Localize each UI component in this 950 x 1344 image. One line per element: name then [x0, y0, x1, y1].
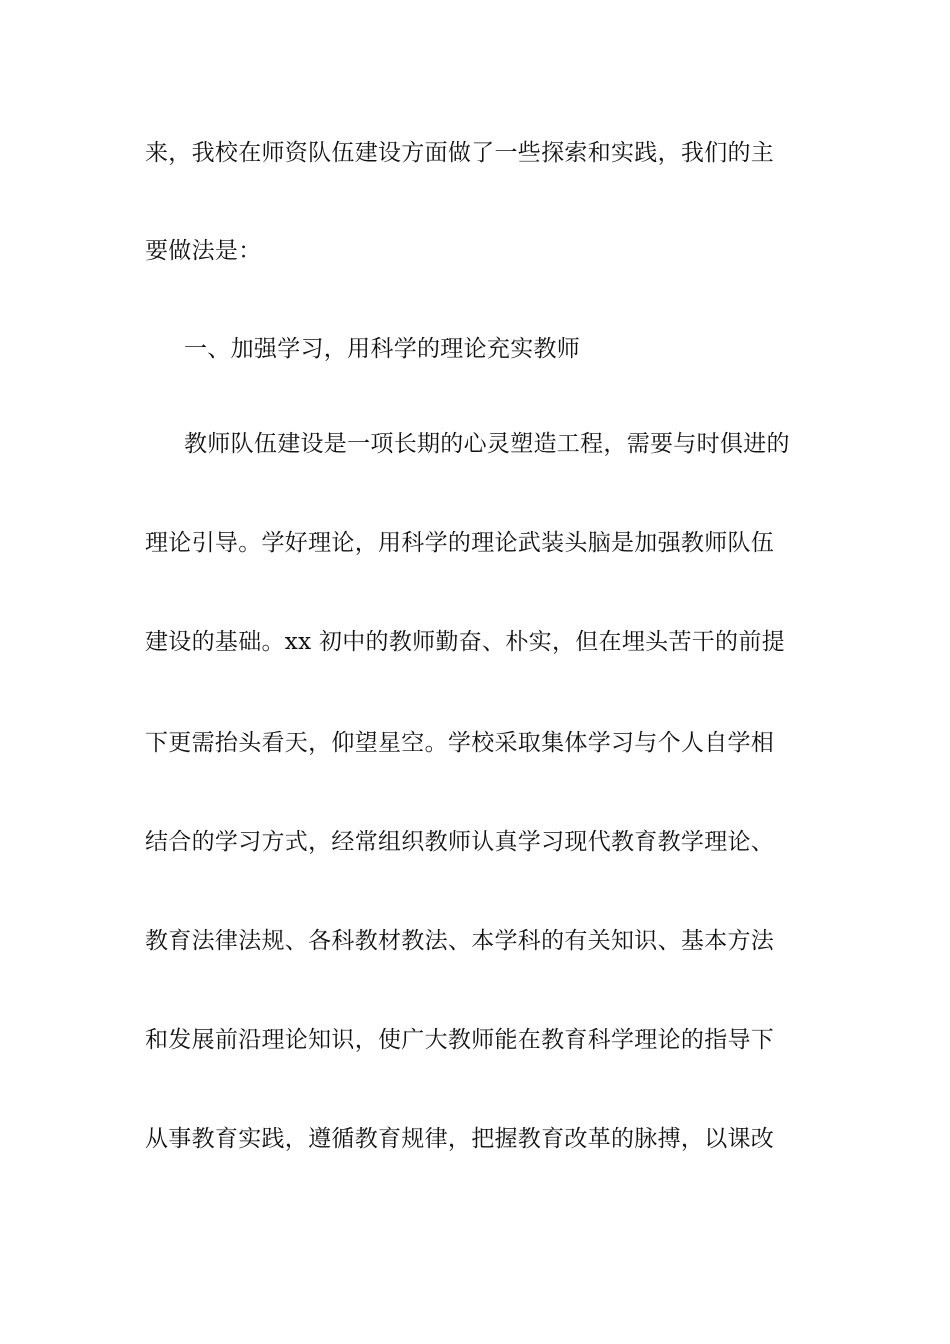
paragraph-line: 结合的学习方式，经常组织教师认真学习现代教育教学理论、 — [145, 829, 775, 855]
paragraph-line: 教育法律法规、各科教材教法、本学科的有关知识、基本方法 — [145, 928, 775, 954]
paragraph-line: 要做法是： — [145, 238, 262, 264]
paragraph-line: 教师队伍建设是一项长期的心灵塑造工程，需要与时俱进的 — [184, 431, 790, 457]
paragraph-line: 从事教育实践，遵循教育规律，把握教育改革的脉搏，以课改 — [145, 1126, 775, 1152]
paragraph-line: 和发展前沿理论知识，使广大教师能在教育科学理论的指导下 — [145, 1027, 775, 1053]
paragraph-line: 下更需抬头看天，仰望星空。学校采取集体学习与个人自学相 — [145, 730, 775, 756]
paragraph-line: 建设的基础。xx 初中的教师勤奋、朴实，但在埋头苦干的前提 — [145, 629, 785, 655]
section-heading: 一、加强学习，用科学的理论充实教师 — [184, 336, 581, 362]
paragraph-line: 理论引导。学好理论，用科学的理论武装头脑是加强教师队伍 — [145, 530, 775, 556]
paragraph-line: 来，我校在师资队伍建设方面做了一些探索和实践，我们的主 — [145, 140, 775, 166]
